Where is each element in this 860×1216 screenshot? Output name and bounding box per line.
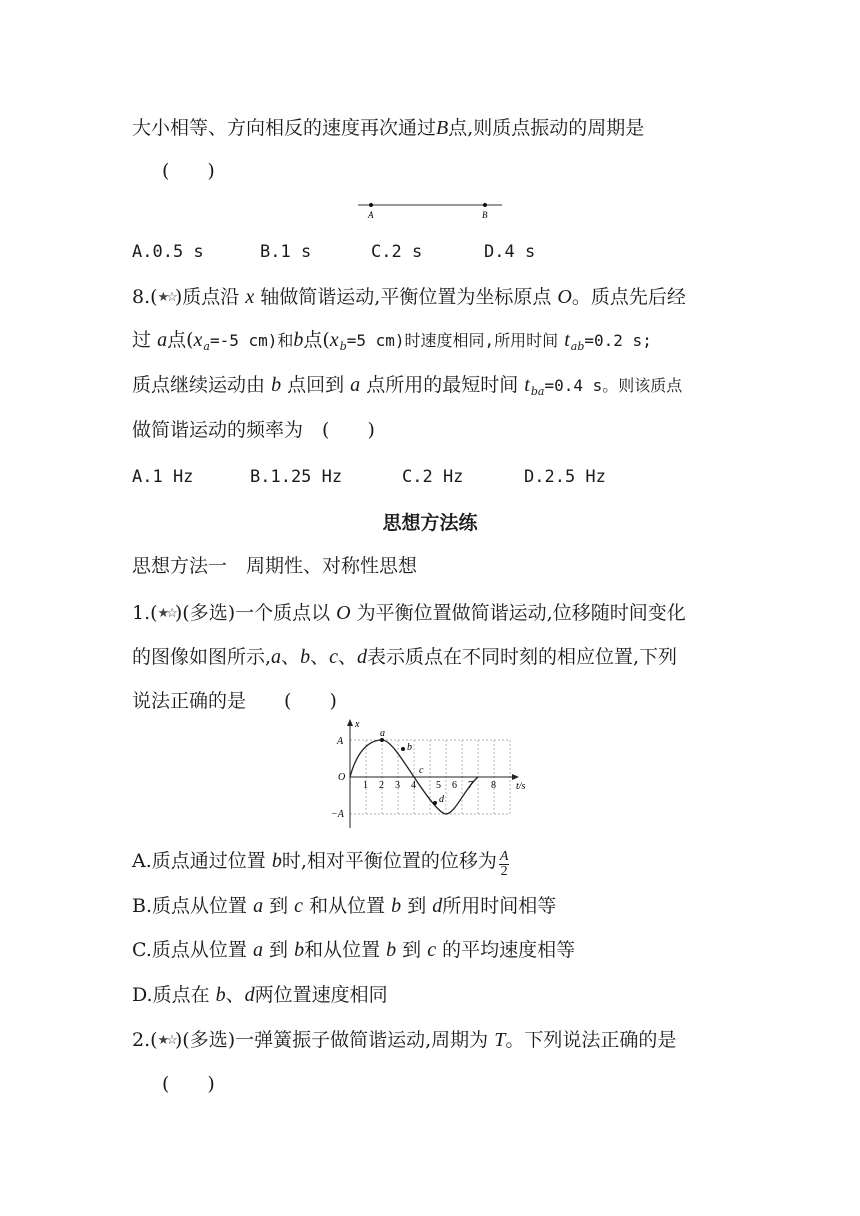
- q7-line1: [132, 115, 644, 141]
- point-b: [483, 203, 487, 207]
- var-t: t: [524, 374, 530, 396]
- text: 过: [132, 329, 152, 351]
- text: 2.(: [132, 1029, 158, 1051]
- q8-line3: [132, 372, 682, 405]
- sub: b: [339, 340, 347, 353]
- text: 点回到: [287, 374, 345, 396]
- difficulty-star-icon: ★☆: [157, 606, 175, 621]
- var-b: b: [293, 329, 304, 351]
- text: 到: [407, 895, 427, 917]
- q1-line2: [132, 644, 677, 670]
- text: 、: [337, 646, 357, 668]
- var-b: b: [386, 939, 397, 961]
- var-d: d: [432, 895, 443, 917]
- q8-line1: [132, 284, 686, 311]
- q8-line4: [132, 417, 375, 443]
- var-b: b: [300, 646, 311, 668]
- var-O: O: [557, 286, 572, 308]
- text: 点所用的最短时间: [366, 374, 519, 396]
- var-b: b: [391, 895, 402, 917]
- text: 说法正确的是: [132, 690, 247, 712]
- var-a: a: [271, 646, 282, 668]
- var-a: a: [252, 939, 263, 961]
- label-a: A: [368, 210, 374, 220]
- var-x: x: [329, 329, 339, 351]
- text: 1.(: [132, 602, 158, 624]
- var-T: T: [494, 1029, 506, 1051]
- q7-paren: ( ): [162, 160, 215, 182]
- tick-8: 8: [491, 780, 496, 791]
- text: 的平均速度相等: [442, 939, 576, 961]
- tick-3: 3: [395, 780, 400, 791]
- denominator: 2: [500, 864, 508, 879]
- q8-option-b[interactable]: B.1.25 Hz: [250, 467, 343, 487]
- var-a: a: [253, 895, 264, 917]
- neg-amplitude-label: −A: [331, 809, 344, 820]
- text: (多选)一弹簧振子做简谐运动,周期为: [182, 1029, 489, 1051]
- text: 质点沿: [182, 286, 240, 308]
- var-O: O: [336, 602, 351, 624]
- var-d: d: [356, 646, 367, 668]
- text: 大小相等、方向相反的速度再次通过: [132, 117, 437, 139]
- text: 点(: [303, 329, 330, 351]
- text: 。质点先后经: [571, 286, 686, 308]
- var-b: b: [271, 374, 282, 396]
- text: B.质点从位置: [132, 895, 248, 917]
- numerator: A: [499, 849, 509, 864]
- var-c: c: [329, 646, 338, 668]
- q7-option-c[interactable]: C.2 s: [371, 242, 423, 262]
- tick-5: 5: [436, 780, 441, 791]
- point-a: [369, 203, 373, 207]
- text: C.质点从位置: [132, 939, 247, 961]
- var-a: a: [350, 374, 361, 396]
- tick-6: 6: [452, 780, 457, 791]
- q8-line2: [132, 327, 652, 360]
- amplitude-label: A: [337, 736, 344, 747]
- text: 质点继续运动由: [132, 374, 266, 396]
- tick-1: 1: [363, 780, 368, 791]
- difficulty-star-icon: ★☆: [157, 290, 175, 305]
- text: 和从位置: [309, 895, 386, 917]
- point-d: [433, 801, 437, 805]
- point-d-label: d: [439, 794, 444, 805]
- text: ( ): [284, 690, 337, 712]
- text: ): [174, 286, 183, 308]
- q1-line3: [132, 688, 337, 714]
- q7-line-figure: [355, 198, 505, 220]
- text: =0.4 s。则该质点: [544, 376, 683, 395]
- q8-option-c[interactable]: C.2 Hz: [402, 467, 464, 487]
- var-t: t: [564, 329, 570, 351]
- text: 点(: [167, 329, 194, 351]
- q2-line1: [132, 1027, 676, 1054]
- q1-option-a[interactable]: [132, 848, 509, 879]
- q1-option-c[interactable]: [132, 937, 575, 963]
- text: 到: [269, 939, 289, 961]
- text: 表示质点在不同时刻的相应位置,下列: [366, 646, 678, 668]
- text: 。下列说法正确的是: [505, 1029, 677, 1051]
- sub: a: [203, 340, 210, 353]
- sub: ab: [570, 340, 585, 353]
- text: =-5 cm)和: [209, 331, 294, 350]
- text: 到: [269, 895, 289, 917]
- q2-paren: ( ): [162, 1073, 215, 1095]
- method-title: 思想方法一 周期性、对称性思想: [132, 555, 418, 577]
- text: 、: [281, 646, 301, 668]
- q1-line1: [132, 600, 686, 627]
- var-d: d: [244, 984, 255, 1006]
- text: 的图像如图所示,: [132, 646, 272, 668]
- text: (多选)一个质点以: [182, 602, 331, 624]
- q8-option-a[interactable]: A.1 Hz: [132, 467, 194, 487]
- point-b: [401, 747, 405, 751]
- q1-option-d[interactable]: [132, 982, 388, 1008]
- text: D.质点在: [132, 984, 210, 1006]
- var-b: b: [215, 984, 226, 1006]
- text: 、: [225, 984, 245, 1006]
- text: A.质点通过位置: [132, 850, 266, 872]
- point-c-label: c: [419, 765, 424, 776]
- text: 、: [310, 646, 330, 668]
- q1-option-b[interactable]: [132, 893, 556, 919]
- x-axis-label: t/s: [516, 781, 526, 792]
- q7-option-a[interactable]: A.0.5 s: [132, 242, 204, 262]
- point-b-label: b: [407, 742, 412, 753]
- var-c: c: [427, 939, 437, 961]
- q1-displacement-graph: [325, 716, 535, 834]
- text: ( ): [322, 419, 375, 441]
- section-title: 思想方法练: [382, 512, 478, 534]
- q7-option-d[interactable]: D.4 s: [484, 242, 536, 262]
- q8-option-d[interactable]: D.2.5 Hz: [524, 467, 606, 487]
- text: 8.(: [132, 286, 158, 308]
- var-x: x: [193, 329, 203, 351]
- origin-label: O: [338, 772, 346, 783]
- sub: ba: [530, 385, 545, 398]
- difficulty-star-icon: ★☆: [157, 1033, 175, 1048]
- text: 为平衡位置做简谐运动,位移随时间变化: [356, 602, 686, 624]
- var-b: b: [271, 850, 282, 872]
- var-x: x: [245, 286, 255, 308]
- tick-2: 2: [379, 780, 384, 791]
- var-c: c: [294, 895, 304, 917]
- var-a: a: [157, 329, 168, 351]
- tick-4: 4: [411, 780, 416, 791]
- text: 时,相对平衡位置的位移为: [281, 850, 497, 872]
- text: 点,则质点振动的周期是: [448, 117, 645, 139]
- text: =0.2 s;: [584, 331, 652, 350]
- text: 所用时间相等: [442, 895, 557, 917]
- var-B: B: [436, 117, 449, 139]
- text: 两位置速度相同: [254, 984, 388, 1006]
- label-b: B: [482, 210, 488, 220]
- text: =5 cm)时速度相同,所用时间: [346, 331, 559, 350]
- q7-option-b[interactable]: B.1 s: [260, 242, 312, 262]
- point-a-label: a: [380, 728, 385, 739]
- text: 轴做简谐运动,平衡位置为坐标原点: [260, 286, 552, 308]
- text: ): [174, 602, 183, 624]
- text: 做简谐运动的频率为: [132, 419, 304, 441]
- text: 和从位置: [304, 939, 381, 961]
- var-b: b: [294, 939, 305, 961]
- text: ): [174, 1029, 183, 1051]
- text: 到: [402, 939, 422, 961]
- fraction-a-over-2: [499, 850, 510, 879]
- y-axis-label: x: [355, 719, 360, 730]
- tick-7: 7: [468, 780, 473, 791]
